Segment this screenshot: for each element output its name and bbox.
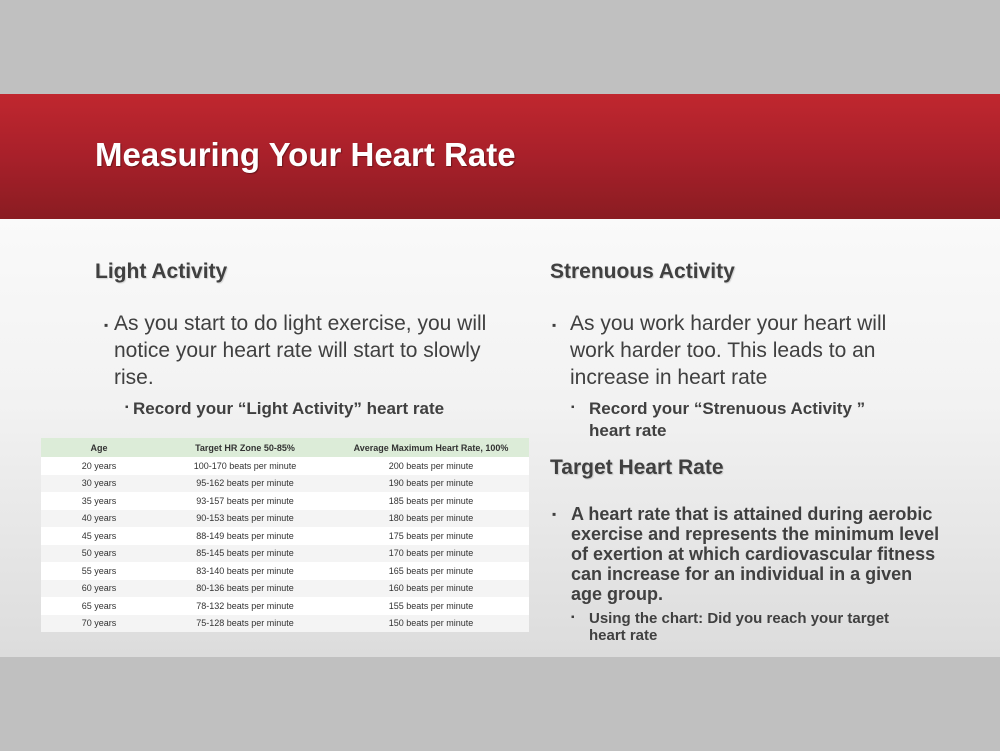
table-row	[41, 492, 529, 510]
table-cell: 175 beats per minute	[388, 530, 474, 541]
light-activity-heading: Light Activity	[95, 260, 228, 283]
table-cell: 30 years	[41, 475, 157, 493]
table-cell: 83-140 beats per minute	[196, 565, 294, 576]
table-cell: 40 years	[41, 510, 157, 528]
column-header: Average Maximum Heart Rate, 100%	[333, 438, 529, 457]
sub-bullet-marker: ▪	[125, 402, 129, 413]
bullet-marker: ▪	[552, 318, 557, 332]
strenuous-activity-bullet: As you work harder your heart will work harder too. This leads to an increase in heart rate	[570, 312, 887, 389]
table-cell: 190 beats per minute	[333, 475, 529, 493]
table-row	[41, 527, 529, 545]
table-cell: 55 years	[81, 565, 117, 576]
heart-rate-table	[41, 438, 529, 632]
table-cell: 90-153 beats per minute	[157, 510, 333, 528]
table-cell: 93-157 beats per minute	[196, 495, 294, 506]
table-cell: 170 beats per minute	[333, 545, 529, 563]
table-cell: 65 years	[81, 600, 117, 611]
table-cell: 35 years	[81, 495, 117, 506]
table-cell: 180 beats per minute	[333, 510, 529, 528]
table-cell: 200 beats per minute	[388, 460, 474, 471]
table-row	[41, 562, 529, 580]
table-cell: 20 years	[81, 460, 117, 471]
strenuous-activity-sub-bullet: Record your “Strenuous Activity ” heart rate	[589, 399, 866, 440]
light-activity-bullet: As you start to do light exercise, you will notice your heart rate will start to slowly rise.	[114, 312, 487, 389]
table-row	[41, 615, 529, 633]
table-cell: 60 years	[41, 580, 157, 598]
table-cell: 165 beats per minute	[388, 565, 474, 576]
table-row	[41, 475, 529, 493]
table-row	[41, 580, 529, 598]
slide	[0, 94, 1000, 657]
table-row	[41, 545, 529, 563]
column-header: Target HR Zone 50-85%	[157, 438, 333, 457]
target-heart-rate-sub-bullet: Using the chart: Did you reach your target heart rate	[589, 610, 890, 644]
target-heart-rate-heading: Target Heart Rate	[550, 456, 724, 479]
table-cell: 45 years	[81, 530, 117, 541]
title-bar	[0, 94, 1000, 219]
sub-bullet-marker: ▪	[571, 612, 575, 623]
bullet-marker: ▪	[104, 318, 109, 332]
slide-title: Measuring Your Heart Rate	[95, 136, 516, 173]
table-cell: 150 beats per minute	[333, 615, 529, 633]
table-header-row	[41, 438, 529, 457]
table-row	[41, 510, 529, 528]
table-cell: 88-149 beats per minute	[196, 530, 294, 541]
table-cell: 50 years	[41, 545, 157, 563]
table-cell: 100-170 beats per minute	[193, 460, 297, 471]
table-cell: 155 beats per minute	[388, 600, 474, 611]
target-heart-rate-definition: A heart rate that is attained during aerobic exercise and represents the minimum level of exertion at which cardiovascular fitness can increase for an individual in a given age group.	[571, 504, 940, 604]
table-cell: 75-128 beats per minute	[157, 615, 333, 633]
table-row	[41, 457, 529, 475]
strenuous-activity-heading: Strenuous Activity	[550, 260, 735, 283]
table-cell: 185 beats per minute	[388, 495, 474, 506]
table-cell: 78-132 beats per minute	[196, 600, 294, 611]
light-activity-sub-bullet: Record your “Light Activity” heart rate	[133, 399, 445, 418]
table-cell: 85-145 beats per minute	[157, 545, 333, 563]
table-cell: 70 years	[41, 615, 157, 633]
table-row	[41, 597, 529, 615]
sub-bullet-marker: ▪	[571, 402, 575, 413]
table-cell: 95-162 beats per minute	[157, 475, 333, 493]
column-header: Age	[41, 438, 157, 457]
table-cell: 80-136 beats per minute	[157, 580, 333, 598]
bullet-marker: ▪	[552, 507, 557, 521]
table-cell: 160 beats per minute	[333, 580, 529, 598]
